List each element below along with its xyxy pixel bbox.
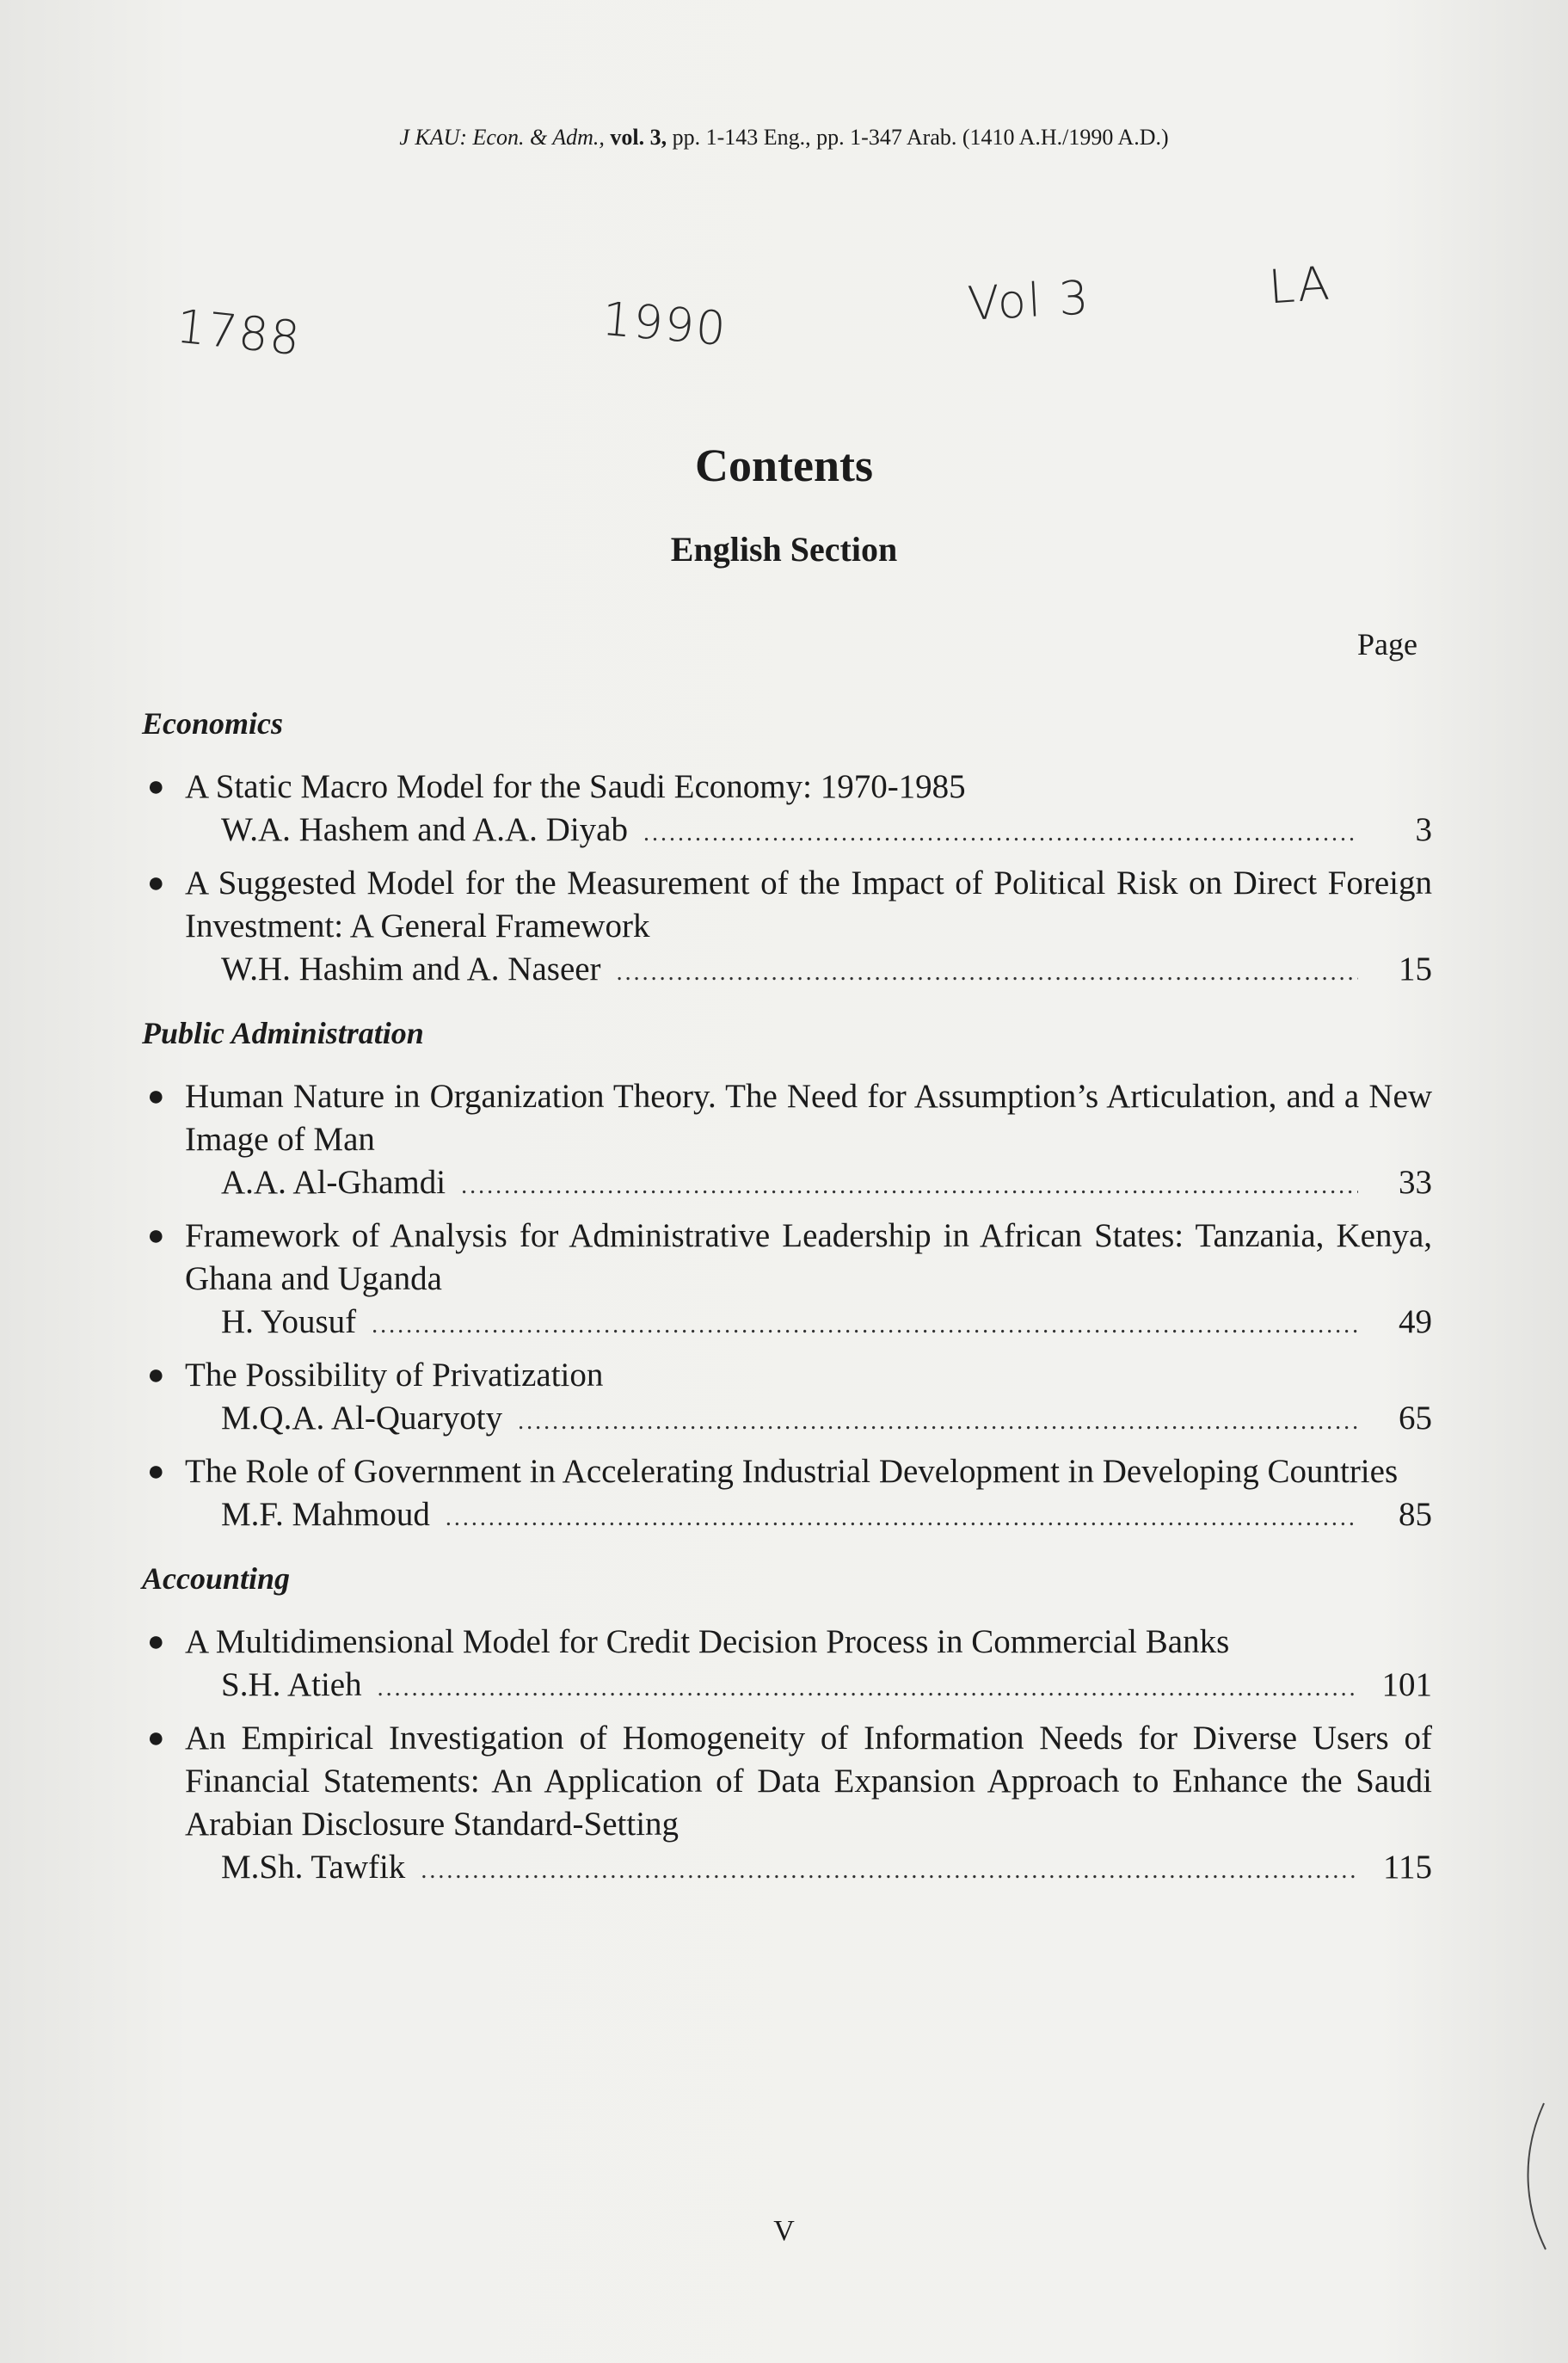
bullet-icon: ●: [147, 1220, 165, 1252]
entry-authors: A.A. Al-Ghamdi: [221, 1164, 446, 1201]
contents-title: Contents: [694, 440, 873, 491]
dot-leader: [643, 812, 1358, 855]
bullet-icon: ●: [147, 1722, 165, 1754]
handwritten-volume: Vol 3: [966, 270, 1091, 331]
entry-authors: W.A. Hashem and A.A. Diyab: [221, 811, 628, 848]
entry-title: Framework of Analysis for Administrative Leadership in African States: Tanzania, Kenya, Ghana and Uganda: [185, 1217, 1432, 1297]
toc-entry: [142, 862, 1432, 994]
section-heading: Economics: [142, 706, 284, 741]
dot-leader: [461, 1165, 1358, 1208]
entry-title: A Suggested Model for the Measurement of the Impact of Political Risk on Direct Foreign Investment: A General Framework: [185, 865, 1432, 945]
bullet-icon: ●: [147, 771, 165, 803]
bullet-icon: ●: [147, 867, 165, 899]
entry-title: A Multidimensional Model for Credit Decision Process in Commercial Banks: [185, 1623, 1230, 1660]
handwritten-number: 1788: [174, 298, 304, 366]
bullet-icon: ●: [147, 1455, 165, 1487]
dot-leader: [372, 1304, 1358, 1347]
bullet-icon: ●: [147, 1359, 165, 1391]
entry-title: A Static Macro Model for the Saudi Economy: 1970-1985: [185, 768, 966, 805]
toc-section: [142, 705, 1432, 994]
bullet-icon: ●: [147, 1626, 165, 1658]
dot-leader: [421, 1849, 1358, 1892]
entry-page: 49: [1399, 1303, 1432, 1340]
toc-entry: [142, 1215, 1432, 1347]
journal-name: J KAU: Econ. & Adm.,: [399, 125, 605, 150]
entry-page: 85: [1399, 1496, 1432, 1533]
entry-authors: M.Sh. Tawfik: [221, 1849, 406, 1886]
handwritten-mark: LA: [1266, 255, 1333, 315]
toc-entry: [142, 1450, 1432, 1540]
handwritten-year: 1990: [600, 291, 729, 357]
entry-page: 101: [1381, 1666, 1432, 1703]
entry-page: 3: [1415, 811, 1432, 848]
toc-section: [142, 1560, 1432, 1892]
entry-page: 115: [1382, 1849, 1432, 1886]
section-subtitle: English Section: [670, 530, 898, 569]
dot-leader: [518, 1400, 1358, 1443]
journal-header: [0, 125, 1568, 151]
journal-volume: vol. 3,: [610, 125, 667, 150]
journal-pages: pp. 1-143 Eng., pp. 1-347 Arab. (1410 A.H./1990 A.D.): [672, 125, 1169, 150]
toc-entry: [142, 766, 1432, 855]
entry-title: The Role of Government in Accelerating Industrial Development in Developing Countries: [185, 1453, 1399, 1490]
entry-page: 65: [1399, 1400, 1432, 1437]
entry-authors: S.H. Atieh: [221, 1666, 362, 1703]
dot-leader: [617, 951, 1358, 994]
dot-leader: [378, 1667, 1358, 1710]
toc-section: [142, 1015, 1432, 1540]
entry-authors: M.F. Mahmoud: [221, 1496, 430, 1533]
entry-title: Human Nature in Organization Theory. The Need for Assumption’s Articulation, and a New Image of Man: [185, 1078, 1432, 1158]
toc-entry: [142, 1717, 1432, 1892]
table-of-contents: [142, 705, 1432, 1913]
entry-title: An Empirical Investigation of Homogeneity of Information Needs for Diverse Users of Financial Statements: An Application of Data Expansion Approach to Enhance the Saudi Arabian Disclosure Standard-Setting: [185, 1720, 1432, 1843]
page-number: V: [773, 2215, 795, 2247]
entry-title: The Possibility of Privatization: [185, 1357, 604, 1394]
entry-authors: W.H. Hashim and A. Naseer: [221, 951, 601, 988]
dot-leader: [446, 1497, 1358, 1540]
section-heading: Public Administration: [142, 1016, 424, 1050]
toc-entry: [142, 1354, 1432, 1443]
toc-entry: [142, 1075, 1432, 1208]
entry-authors: H. Yousuf: [221, 1303, 357, 1340]
page-column-label: Page: [1357, 627, 1417, 662]
entry-page: 15: [1399, 951, 1432, 988]
bullet-icon: ●: [147, 1080, 165, 1112]
toc-entry: [142, 1621, 1432, 1710]
entry-page: 33: [1399, 1164, 1432, 1201]
entry-authors: M.Q.A. Al-Quaryoty: [221, 1400, 503, 1437]
section-heading: Accounting: [142, 1561, 291, 1596]
